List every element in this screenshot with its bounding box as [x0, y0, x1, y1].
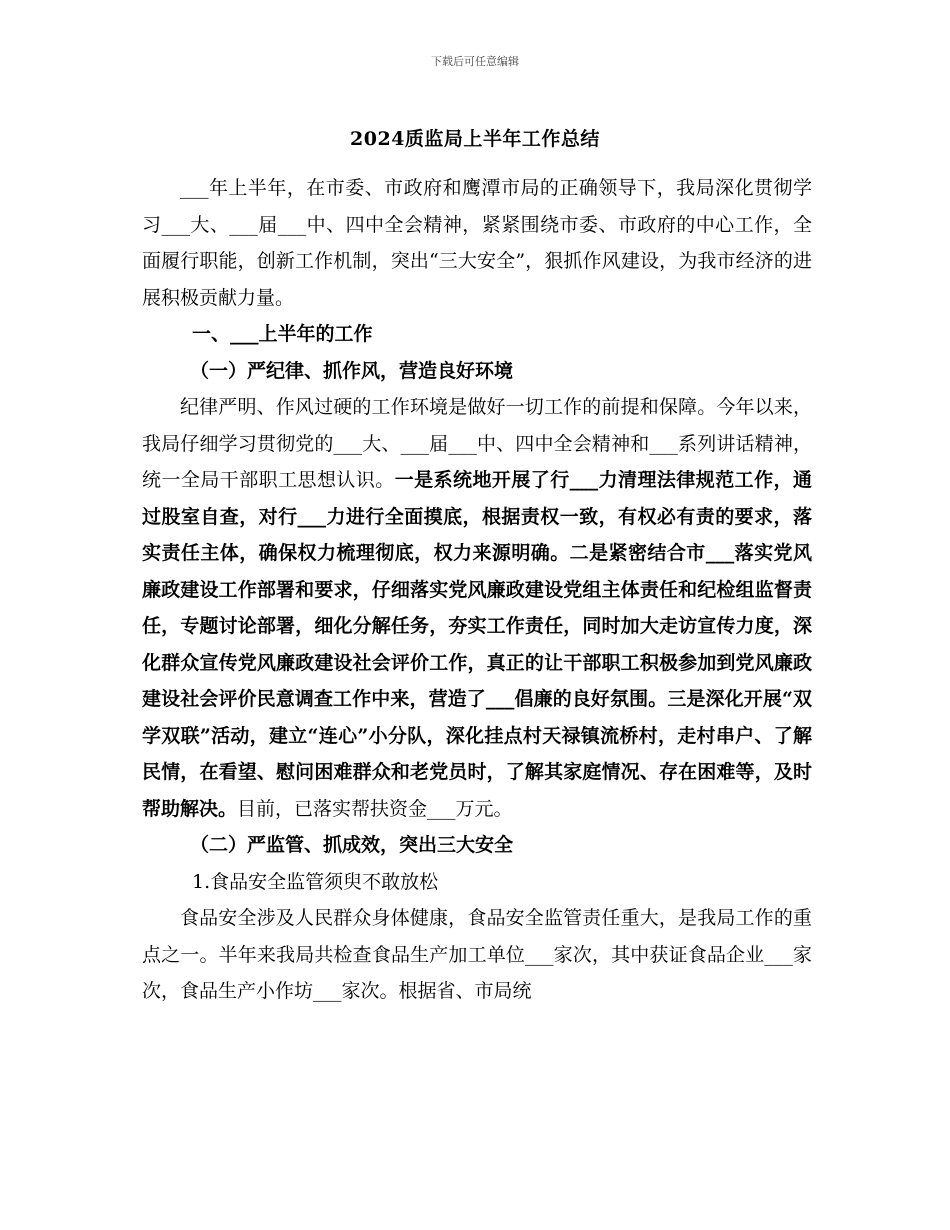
paragraph-tail-text: 目前，已落实帮扶资金___万元。: [237, 797, 513, 820]
item-heading: 1.食品安全监管须臾不敢放松: [192, 870, 439, 893]
subsection-heading: （二）严监管、抓成效，突出三大安全: [190, 834, 514, 856]
subsection-paragraph: [142, 389, 812, 827]
paragraph-bold-text: 一是系统地开展了行___力清理法律规范工作，通过股室自查，对行___力进行全面摸底，根据责权一致，有权必有责的要求，落实责任主体，确保权力梳理彻底，权力来源明确。二是紧密结合市___落实党风廉政建设工作部署和要求，仔细落实党风廉政建设党组主体责任和纪检组监督责任，专题讨论部署，细化分解任务，夯实工作责任，同时加大走访宣传力度，深化群众宣传党风廉政建设社会评价工作，真正的让干部职工积极参加到党风廉政建设社会评价民意调查工作中来，营造了___倡廉的良好氛围。三是深化开展“双学双联”活动，建立“连心”小分队，深化挂点村天禄镇流桥村，走村串户、了解民情，在看望、慰问困难群众和老党员时，了解其家庭情况、存在困难等，及时帮助解决。: [142, 469, 812, 820]
subsection-heading: （一）严纪律、抓作风，营造良好环境: [190, 359, 514, 382]
document-title: 2024质监局上半年工作总结: [350, 128, 600, 150]
item-paragraph: 食品安全涉及人民群众身体健康，食品安全监管责任重大，是我局工作的重点之一。半年来我局共检查食品生产加工单位___家次，其中获证食品企业___家次，食品生产小作坊___家次。根据省、市局统: [142, 907, 812, 1002]
header-note: 下载后可任意编辑: [431, 55, 519, 68]
paragraph-normal-text: 纪律严明、作风过硬的工作环境是做好一切工作的前提和保障。今年以来，我局仔细学习贯彻党的___大、___届___中、四中全会精神和___系列讲话精神，统一全局干部职工思想认识。: [142, 396, 812, 491]
document-body: [142, 170, 812, 1010]
intro-paragraph: ___年上半年，在市委、市政府和鹰潭市局的正确领导下，我局深化贯彻学习___大、___届___中、四中全会精神，紧紧围绕市委、市政府的中心工作，全面履行职能，创新工作机制，突出“三大安全”，狠抓作风建设，为我市经济的进展积极贡献力量。: [142, 177, 812, 309]
section-heading: 一、___上半年的工作: [192, 323, 373, 345]
